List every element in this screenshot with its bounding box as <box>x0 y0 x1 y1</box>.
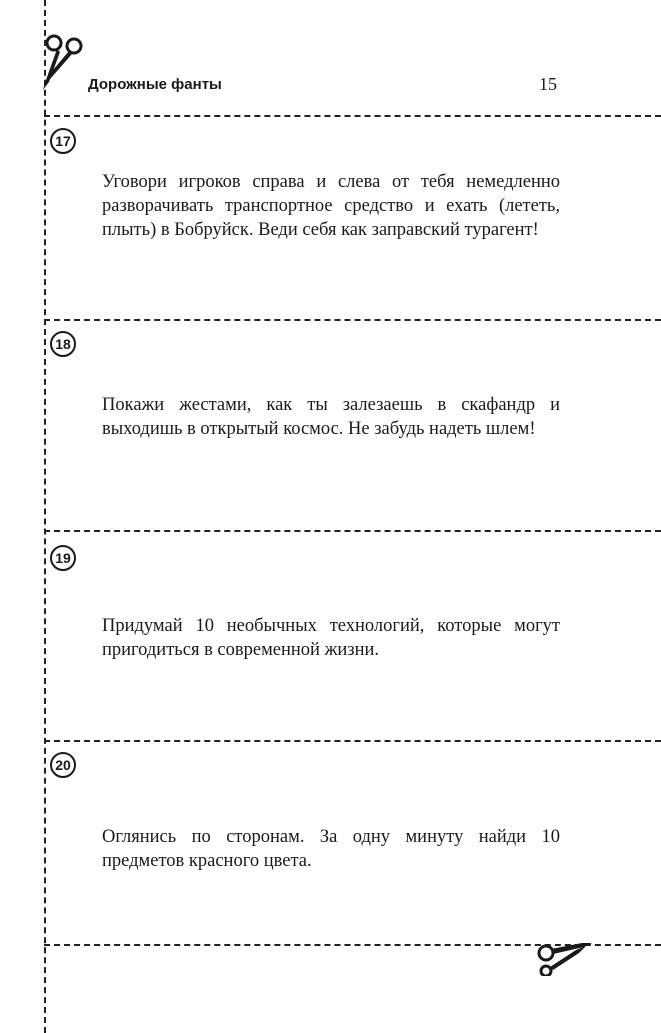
card-number-badge: 20 <box>50 752 76 778</box>
card-number-badge: 17 <box>50 128 76 154</box>
card-text: Уговори игроков справа и слева от тебя немедленно разворачивать транспортное средство и ехать (лететь, плыть) в Бобруйск. Веди себя как заправский турагент! <box>102 172 560 240</box>
horizontal-cut-line <box>44 115 661 117</box>
scissors-icon <box>28 30 88 90</box>
page-header-title: Дорожные фанты <box>88 76 222 93</box>
card-number-badge: 19 <box>50 545 76 571</box>
card-text: Покажи жестами, как ты залезаешь в скафандр и выходишь в открытый космос. Не забудь надеть шлем! <box>102 395 560 439</box>
horizontal-cut-line <box>44 319 661 321</box>
card-text: Оглянись по сторонам. За одну минуту найди 10 предметов красного цвета. <box>102 827 560 871</box>
card-text: Придумай 10 необычных технологий, которые могут пригодиться в современной жизни. <box>102 616 560 660</box>
scissors-icon <box>532 916 592 976</box>
card-number-badge: 18 <box>50 331 76 357</box>
horizontal-cut-line <box>44 740 661 742</box>
vertical-cut-line <box>44 0 46 1033</box>
page-number: 15 <box>539 74 557 94</box>
horizontal-cut-line <box>44 530 661 532</box>
